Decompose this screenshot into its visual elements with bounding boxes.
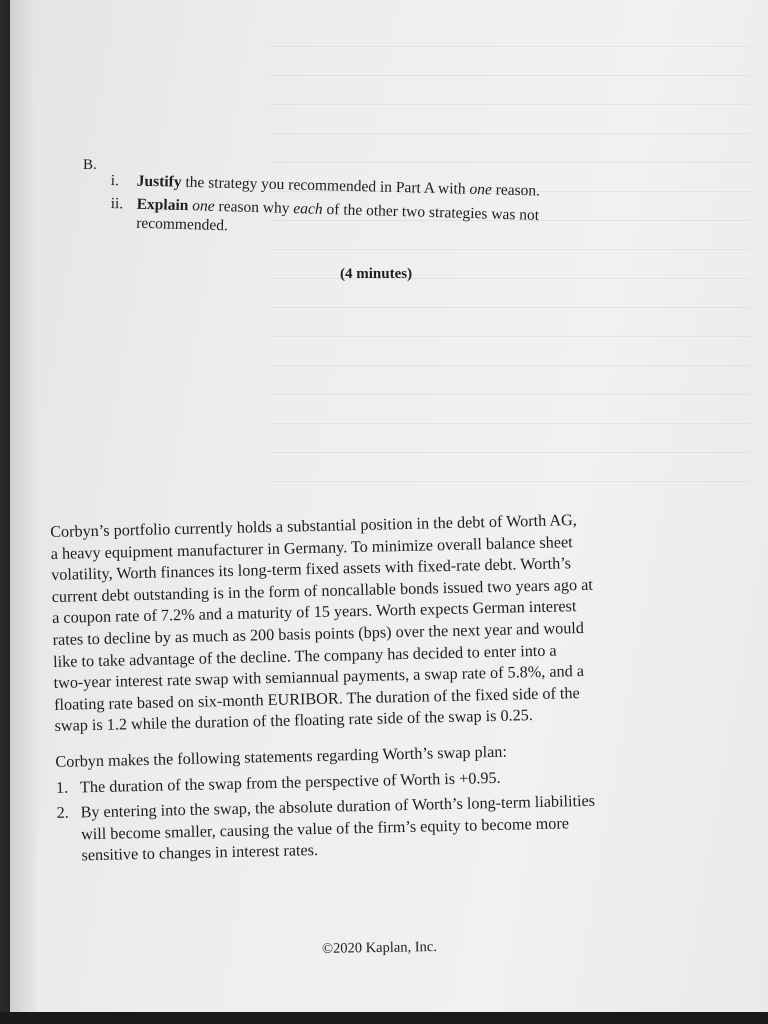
case-line: a heavy equipment manufacturer in Germany. To minimize overall balance sheet (50, 532, 573, 563)
statement-line: sensitive to changes in interest rates. (81, 841, 319, 865)
case-line: current debt outstanding is in the form of noncallable bonds issued two years ago at (51, 575, 594, 606)
case-line: rates to decline by as much as 200 basis points (bps) over the next year and would (52, 618, 585, 649)
case-line: swap is 1.2 while the duration of the floating rate side of the swap is 0.25. (54, 706, 534, 736)
case-paragraph (50, 507, 735, 738)
roman-numeral: ii. (110, 194, 124, 213)
emphasis-text: one (192, 197, 215, 215)
question-text: reason why (214, 197, 294, 218)
case-line: a coupon rate of 7.2% and a maturity of 15 years. Worth expects German interest (51, 597, 577, 628)
statement-line: The duration of the swap from the perspective of Worth is +0.95. (79, 768, 501, 796)
statement-number: 2. (56, 803, 69, 823)
emphasis-text: each (293, 200, 323, 218)
question-text-end: reason. (491, 181, 541, 200)
case-line: volatility, Worth finances its long-term fixed assets with fixed-rate debt. Worth’s (51, 554, 572, 585)
question-text-continued: recommended. (135, 214, 229, 235)
question-text: of the other two strategies was not (322, 200, 540, 224)
case-line: like to take advantage of the decline. The company has decided to enter into a (52, 641, 557, 671)
question-text: the strategy you recommended in Part A with (181, 173, 470, 198)
instruction-verb: Explain (136, 195, 189, 215)
copyright-footer: ©2020 Kaplan, Inc. (321, 938, 438, 958)
case-line: floating rate based on six-month EURIBOR. The duration of the fixed side of the (53, 683, 580, 714)
case-line: two-year interest rate swap with semiannual payments, a swap rate of 5.8%, and a (53, 662, 585, 693)
statement-text (80, 791, 596, 867)
page-shadow-edge (10, 0, 36, 1012)
instruction-verb: Justify (136, 172, 182, 191)
statements-intro: Corbyn makes the following statements regarding Worth’s swap plan: (55, 742, 508, 771)
case-study (50, 507, 738, 868)
emphasis-text: one (469, 180, 493, 199)
statement-line: By entering into the swap, the absolute duration of Worth’s long-term liabilities (80, 791, 596, 822)
desk-background (0, 1012, 768, 1024)
time-allocation: (4 minutes) (340, 266, 413, 282)
case-line: Corbyn’s portfolio currently holds a substantial position in the debt of Worth AG, (50, 511, 577, 541)
statement-number: 1. (55, 778, 69, 797)
section-letter: B. (83, 157, 97, 173)
statement-line: will become smaller, causing the value of the firm’s equity to become more (80, 814, 570, 844)
roman-numeral: i. (110, 172, 120, 190)
